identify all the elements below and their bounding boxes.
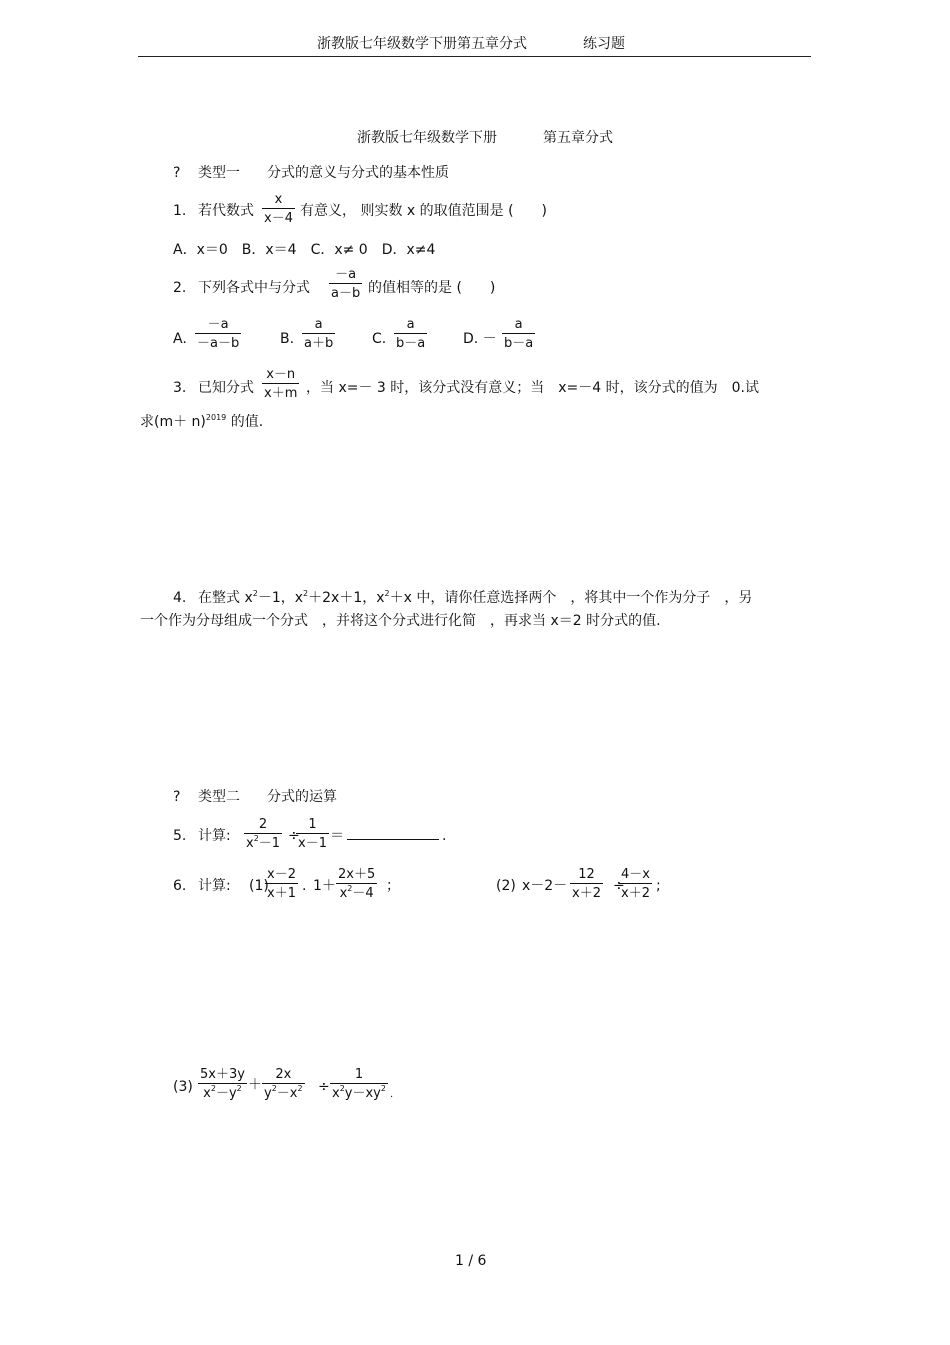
q1-frac-den: x－4 <box>264 211 293 226</box>
header-title: 浙教版七年级数学下册第五章分式 <box>317 36 527 52</box>
q4-line2: 一个作为分母组成一个分式 ，并将这个分式进行化简 ，再求当 x＝2 时分式的值. <box>140 613 661 629</box>
q2-option-a-fraction <box>195 318 241 350</box>
q6-part2-label: (2) <box>496 878 516 894</box>
doc-chapter: 第五章分式 <box>543 130 613 146</box>
q6-p3-f3-den-b: y－xy <box>344 1086 381 1101</box>
q6-part1-label: (1) <box>249 878 269 894</box>
q6-p3-f2-den: $y^2-x^2$ <box>264 1084 303 1101</box>
q6-p1-f1-den: x＋1 <box>267 886 296 901</box>
q1-text2: 有意义， 则实数 x 的取值范围是 ( ) <box>300 203 548 219</box>
q2-frac-den: a－b <box>331 286 361 301</box>
q4-sup3: 2 <box>384 589 390 598</box>
q6-p3-plus: ＋ <box>248 1077 262 1093</box>
q6-p3-f3-den-a: x <box>332 1086 340 1101</box>
q6-p3-f1-den: $x^2-y^2$ <box>203 1084 242 1101</box>
q5-f2-den: x－1 <box>298 836 327 851</box>
q4-sup2: 2 <box>303 589 309 598</box>
q4-line1 <box>198 591 752 605</box>
q4-sup1: 2 <box>252 589 258 598</box>
q2-option-b-label: B. <box>280 331 295 347</box>
q3-number: 3. <box>173 380 187 396</box>
q5-divide: ÷ <box>288 828 300 844</box>
q3-line2-b: 的值. <box>230 414 264 430</box>
q4-t4: ＋x 中，请你任意选择两个 ，将其中一个作为分子 ，另 <box>389 590 753 606</box>
q6-p3-f2-den-b: －x <box>276 1086 298 1101</box>
section1-marker: ? <box>173 165 181 181</box>
q6-p3-f1-den-b: －y <box>215 1086 237 1101</box>
q6-p2-end: ; <box>656 878 661 894</box>
q6-part3-label: (3) <box>173 1079 193 1095</box>
q3-frac-den: x＋m <box>264 386 298 401</box>
q2-option-a-label: A. <box>173 331 187 347</box>
q2-frac-num: －a <box>329 268 362 284</box>
page-number: 1 / 6 <box>455 1253 487 1269</box>
q2-option-d-num: a <box>502 318 535 334</box>
q5-f1-num: 2 <box>244 818 282 834</box>
q6-p1-dot: . <box>302 878 307 894</box>
q3-line2 <box>140 415 263 429</box>
q2-text2: 的值相等的是 ( ) <box>368 280 496 296</box>
q2-option-a-den: －a－b <box>197 336 240 351</box>
q6-p2-fraction-1 <box>570 868 603 900</box>
q2-option-d-label: D. － <box>463 331 497 347</box>
q5-period: . <box>442 828 447 844</box>
q6-p2-f2-num: 4－x <box>621 867 650 882</box>
q5-f1-den-b: －1 <box>258 836 281 851</box>
section1-type: 类型一 <box>198 165 240 181</box>
q6-p3-f2-den-a: y <box>264 1086 272 1101</box>
q2-option-b-fraction <box>302 318 335 350</box>
q2-option-a-num: －a <box>195 318 241 334</box>
q5-f1-den-a: x <box>246 836 254 851</box>
q6-p3-f3-den: $x^2y-xy^2$ <box>332 1084 386 1101</box>
q2-option-c-den: b－a <box>396 336 426 351</box>
q2-option-b-den: a＋b <box>304 336 334 351</box>
q2-text1: 下列各式中与分式 <box>198 280 310 296</box>
q6-p3-f2-num: 2x <box>262 1068 305 1084</box>
q4-t1: 在整式 x <box>198 590 253 606</box>
q6-number: 6. <box>173 878 187 894</box>
q2-option-c-label: C. <box>372 331 387 347</box>
q1-frac-num: x <box>262 193 295 209</box>
q5-fraction-2 <box>296 818 329 850</box>
q6-p1-f2-den-a: x <box>339 886 348 901</box>
q6-p3-fraction-3 <box>330 1068 388 1100</box>
section1-name: 分式的意义与分式的基本性质 <box>267 165 449 181</box>
header-rule <box>138 56 811 57</box>
doc-title: 浙教版七年级数学下册 <box>357 130 497 146</box>
q6-p3-fraction-2 <box>262 1068 305 1100</box>
q4-t3: ＋2x＋1，x <box>308 590 385 606</box>
q3-fraction <box>262 368 299 400</box>
q6-p3-fraction-1 <box>198 1068 247 1100</box>
q6-p2-text: x－2－ <box>522 878 568 894</box>
q6-p3-f3-num: 1 <box>330 1068 388 1084</box>
q2-option-d-fraction <box>502 318 535 350</box>
q5-f2-num: 1 <box>296 818 329 834</box>
q5-answer <box>330 829 446 843</box>
q5-fraction-1 <box>244 818 282 850</box>
q6-p3-divide: ÷ <box>318 1079 330 1095</box>
q1-fraction <box>262 193 295 225</box>
q1-text1: 若代数式 <box>198 203 254 219</box>
q5-f1-den: $x^2-1$ <box>246 834 281 851</box>
q5-number: 5. <box>173 828 187 844</box>
q6-p3-f1-den-a: x <box>203 1086 211 1101</box>
q1-options: A．x＝0 B．x＝4 C．x≠ 0 D．x≠4 <box>173 242 436 258</box>
q6-p1-end: ； <box>386 878 400 894</box>
q6-p2-divide: ÷ <box>613 878 625 894</box>
q6-p2-f1-num: 12 <box>570 868 603 884</box>
q5-label: 计算: <box>198 828 231 844</box>
q3-text1: 已知分式 <box>198 380 254 396</box>
q5-equals: ＝ <box>330 828 344 844</box>
q2-option-c-fraction <box>394 318 427 350</box>
q6-p1-f2-num: 2x＋5 <box>338 867 376 882</box>
q6-p2-f1-den: x＋2 <box>572 886 601 901</box>
section2-type: 类型二 <box>198 789 240 805</box>
q2-option-b-num: a <box>302 318 335 334</box>
q4-t2: －1，x <box>257 590 304 606</box>
q6-p1-one: 1＋ <box>313 878 336 894</box>
q6-p1-f2-den-b: －4 <box>352 886 374 901</box>
q3-line2-sup: 2019 <box>205 413 227 422</box>
q6-p1-f1-num: x－2 <box>267 867 296 882</box>
q6-p2-fraction-2 <box>619 868 652 900</box>
q3-line2-a: 求(m＋ n) <box>140 414 206 430</box>
q2-option-c-num: a <box>394 318 427 334</box>
q3-frac-num: x－n <box>262 368 299 384</box>
q6-p3-f1-num: 5x＋3y <box>200 1067 245 1082</box>
q6-p1-fraction-2 <box>336 868 377 900</box>
q5-answer-blank <box>347 838 439 840</box>
q1-number: 1. <box>173 203 187 219</box>
q2-fraction <box>329 268 362 300</box>
section2-marker: ? <box>173 789 181 805</box>
q6-p1-f2-den: $x^2-4$ <box>339 884 374 901</box>
q6-p2-f2-den: x＋2 <box>621 886 650 901</box>
q3-text2: ，当 x=－ 3 时，该分式没有意义；当 x=－4 时，该分式的值为 0.试 <box>306 380 760 396</box>
q2-number: 2. <box>173 280 187 296</box>
q2-option-d-den: b－a <box>504 336 534 351</box>
q6-p3-end: . <box>390 1089 394 1100</box>
q6-label: 计算: <box>198 878 231 894</box>
header-suffix: 练习题 <box>583 36 625 52</box>
q6-p1-fraction-1 <box>265 868 298 900</box>
q4-number: 4. <box>173 590 187 606</box>
section2-name: 分式的运算 <box>267 789 337 805</box>
